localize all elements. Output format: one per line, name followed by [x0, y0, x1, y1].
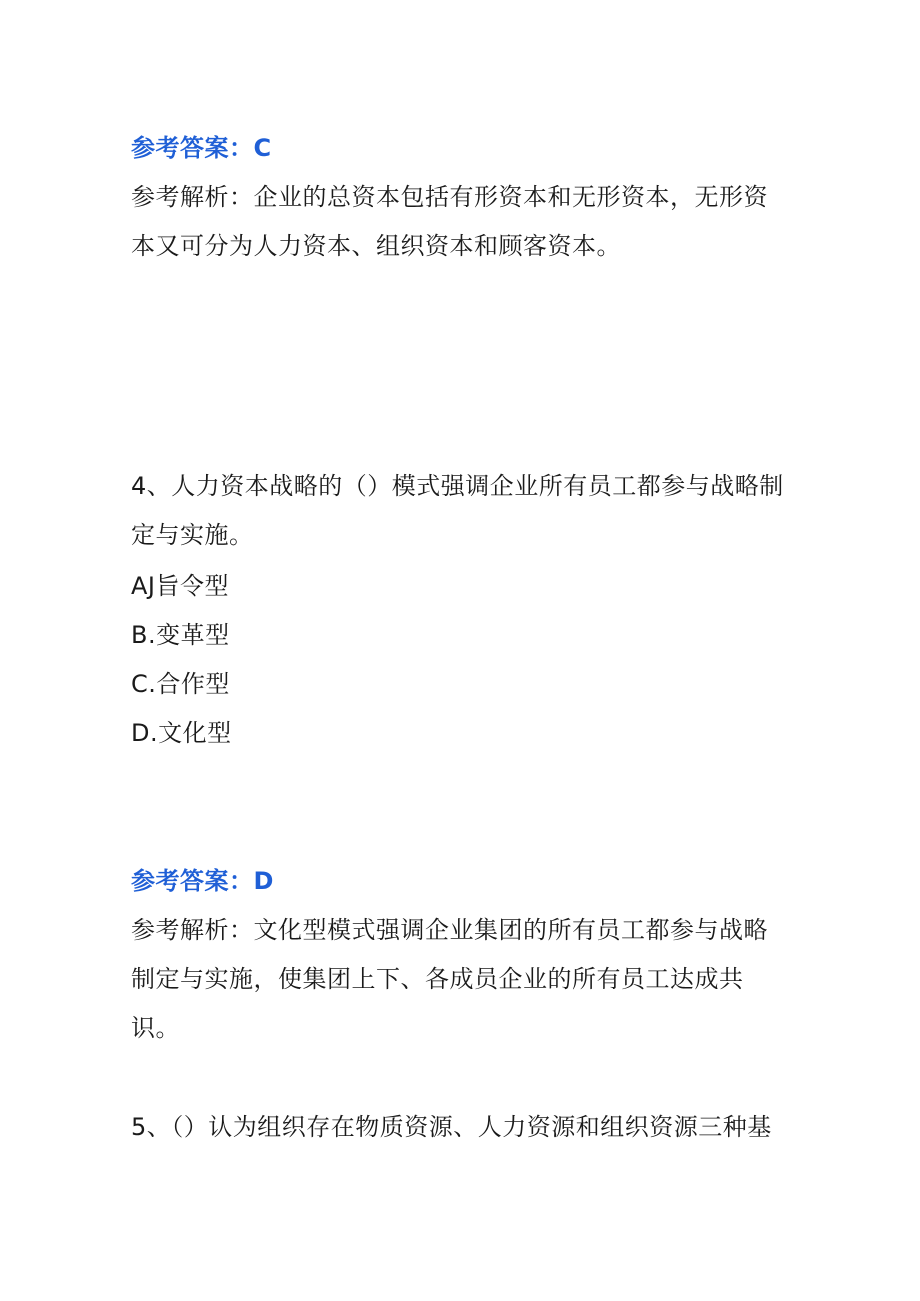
analysis-line: 制定与实施，使集团上下、各成员企业的所有员工达成共 — [131, 965, 744, 993]
analysis-line: 识。 — [131, 1014, 180, 1042]
analysis-line: 本又可分为人力资本、组织资本和顾客资本。 — [131, 232, 621, 260]
option-c: C.合作型 — [131, 670, 230, 698]
question-text: 5、（）认为组织存在物质资源、人力资源和组织资源三种基 — [131, 1113, 772, 1141]
analysis-line: 参考解析：企业的总资本包括有形资本和无形资本，无形资 — [131, 183, 768, 211]
option-b: B.变革型 — [131, 621, 230, 649]
answer-label: 参考答案：D — [131, 867, 274, 895]
option-d: D.文化型 — [131, 719, 232, 747]
answer-label: 参考答案：C — [131, 134, 272, 162]
option-a: AJ旨令型 — [131, 572, 229, 600]
question-text: 定与实施。 — [131, 521, 254, 549]
question-text: 4、人力资本战略的（）模式强调企业所有员工都参与战略制 — [131, 472, 784, 500]
analysis-line: 参考解析：文化型模式强调企业集团的所有员工都参与战略 — [131, 916, 768, 944]
